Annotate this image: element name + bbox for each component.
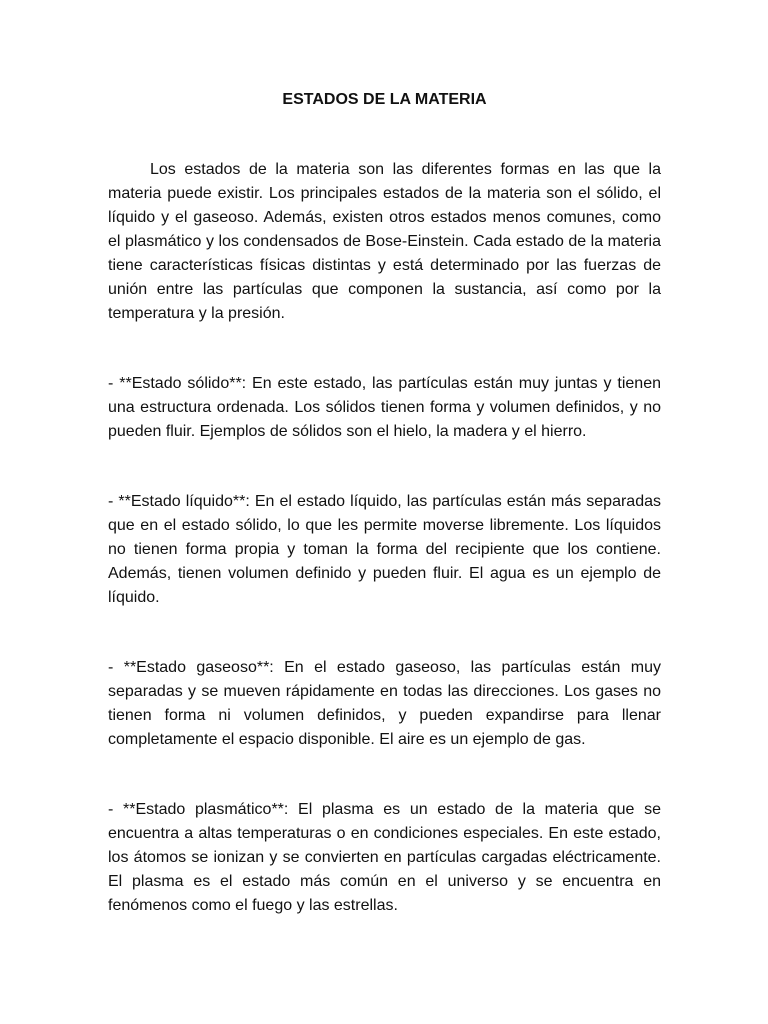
document-page <box>108 88 661 964</box>
paragraph-solid-state: - **Estado sólido**: En este estado, las partículas están muy juntas y tienen una estructura ordenada. Los sólidos tienen forma y volumen definidos, y no pueden fluir. Ejemplos de sólidos son el hielo, la madera y el hierro. <box>108 375 661 440</box>
paragraph-gas-state: - **Estado gaseoso**: En el estado gaseoso, las partículas están muy separadas y se mueven rápidamente en todas las direcciones. Los gases no tienen forma ni volumen definidos, y pueden expandirse para llenar completamente el espacio disponible. El aire es un ejemplo de gas. <box>108 659 661 748</box>
intro-paragraph: Los estados de la materia son las diferentes formas en las que la materia puede existir. Los principales estados de la materia son el sólido, el líquido y el gaseoso. Además, existen otros estados menos comunes, como el plasmático y los condensados de Bose-Einstein. Cada estado de la materia tiene características físicas distintas y está determinado por las fuerzas de unión entre las partículas que componen la sustancia, así como por la temperatura y la presión. <box>108 161 661 322</box>
paragraph-liquid-state: - **Estado líquido**: En el estado líquido, las partículas están más separadas que en el estado sólido, lo que les permite moverse libremente. Los líquidos no tienen forma propia y toman la forma del recipiente que los contiene. Además, tienen volumen definido y pueden fluir. El agua es un ejemplo de líquido. <box>108 493 661 606</box>
paragraph-plasma-state: - **Estado plasmático**: El plasma es un estado de la materia que se encuentra a altas temperaturas o en condiciones especiales. En este estado, los átomos se ionizan y se convierten en partículas cargadas eléctricamente. El plasma es el estado más común en el universo y se encuentra en fenómenos como el fuego y las estrellas. <box>108 801 661 914</box>
document-title: ESTADOS DE LA MATERIA <box>282 91 487 108</box>
